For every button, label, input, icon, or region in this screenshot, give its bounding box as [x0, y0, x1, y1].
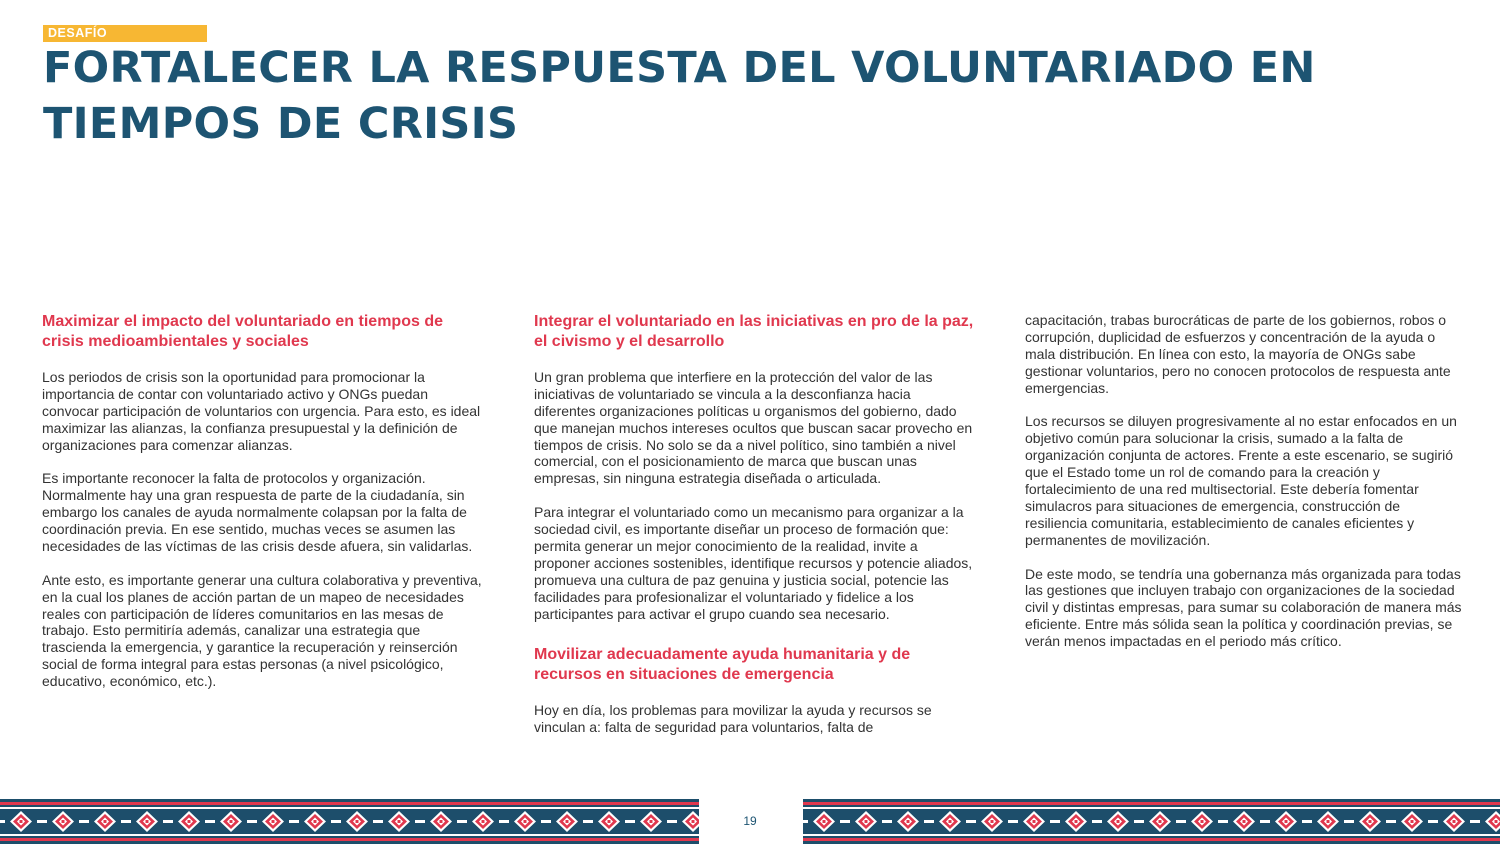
- column-2-heading-1: Integrar el voluntariado en las iniciativas en pro de la paz, el civismo y el desarrollo: [534, 313, 974, 350]
- column-3-paragraph: capacitación, trabas burocráticas de parte de los gobiernos, robos o corrupción, duplicidad de esfuerzos y concentración de la ayuda o mala distribución. En línea con esto, la mayoría de ONGs sabe gestionar voluntarios, pero no conocen protocolos de respuesta ante emergencias.: [1025, 312, 1451, 396]
- column-1: [42, 312, 482, 707]
- column-3: [1025, 312, 1465, 667]
- column-2: [534, 312, 974, 753]
- page-title: FORTALECER LA RESPUESTA DEL VOLUNTARIADO EN TIEMPOS DE CRISIS: [43, 43, 1316, 149]
- decorative-pattern-left: [0, 799, 699, 844]
- column-1-paragraph: Es importante reconocer la falta de protocolos y organización. Normalmente hay una gran respuesta de parte de la ciudadanía, sin embargo los canales de ayuda normalmente colapsan por la falta de coordinación previa. En ese sentido, muchas veces se asumen las necesidades de las víctimas de las crisis desde afuera, sin validarlas.: [42, 470, 473, 554]
- column-2-paragraph: Hoy en día, los problemas para movilizar la ayuda y recursos se vinculan a: falta de seguridad para voluntarios, falta de: [534, 702, 932, 736]
- column-1-paragraph: Los periodos de crisis son la oportunidad para promocionar la importancia de contar con voluntariado activo y ONGs puedan convocar participación de voluntarios con urgencia. Para esto, es ideal maximizar las alianzas, la confianza presupuestal y la definición de organizaciones para comenzar alianzas.: [42, 368, 481, 453]
- section-tag: DESAFÍO: [43, 25, 207, 42]
- column-3-paragraph: De este modo, se tendría una gobernanza más organizada para todas las gestiones que incluyen trabajo con organizaciones de la sociedad civil y distintas empresas, para sumar su colaboración de manera más eficiente. Entre más sólida sean la política y coordinación previas, se verán menos impactadas en el periodo más crítico.: [1025, 565, 1462, 650]
- pattern-right-svg: [803, 799, 1500, 844]
- decorative-pattern-right: [803, 799, 1500, 844]
- column-1-heading: Maximizar el impacto del voluntariado en tiempos de crisis medioambientales y sociales: [42, 313, 443, 350]
- column-2-paragraph: Para integrar el voluntariado como un mecanismo para organizar a la sociedad civil, es importante diseñar un proceso de formación que: permita generar un mejor conocimiento de la realidad, invite a proponer acciones sostenibles, identifique recursos y potencie aliados, promueva una cultura de paz genuina y justicia social, potencie las facilidades para profesionalizar el voluntariado y fidelice a los participantes para activar el grupo cuando sea necesario.: [534, 504, 973, 622]
- column-2-paragraph: Un gran problema que interfiere en la protección del valor de las iniciativas de voluntariado se vincula a la desconfianza hacia diferentes organizaciones políticas u organismos del gobierno, dado que manejan muchos intereses ocultos que buscan sacar provecho en tiempos de crisis. No solo se da a nivel político, sino también a nivel comercial, con el posicionamiento de marca que buscan unas empresas, sin ninguna estrategia diseñada o articulada.: [534, 368, 973, 487]
- column-3-paragraph: Los recursos se diluyen progresivamente al no estar enfocados en un objetivo común para solucionar la crisis, sumado a la falta de organización conjunta de actores. Frente a este escenario, se sugirió que el Estado tome un rol de comando para la creación y fortalecimiento de una red multisectorial. Este debería fomentar simulacros para situaciones de emergencia, construcción de resiliencia comunitaria, establecimiento de canales eficientes y permanentes de movilización.: [1025, 413, 1457, 548]
- column-1-paragraph: Ante esto, es importante generar una cultura colaborativa y preventiva, en la cual los planes de acción partan de un mapeo de necesidades reales con participación de líderes comunitarios en las mesas de trabajo. Esto permitiría además, canalizar una estrategia que trascienda la emergencia, y garantice la recuperación y reinserción social de forma integral para estas personas (a nivel psicológico, educativo, económico, etc.).: [42, 571, 482, 690]
- page-number: 19: [743, 814, 757, 828]
- pattern-left-svg: [0, 799, 699, 844]
- column-2-heading-2: Movilizar adecuadamente ayuda humanitaria y de recursos en situaciones de emergencia: [534, 646, 911, 684]
